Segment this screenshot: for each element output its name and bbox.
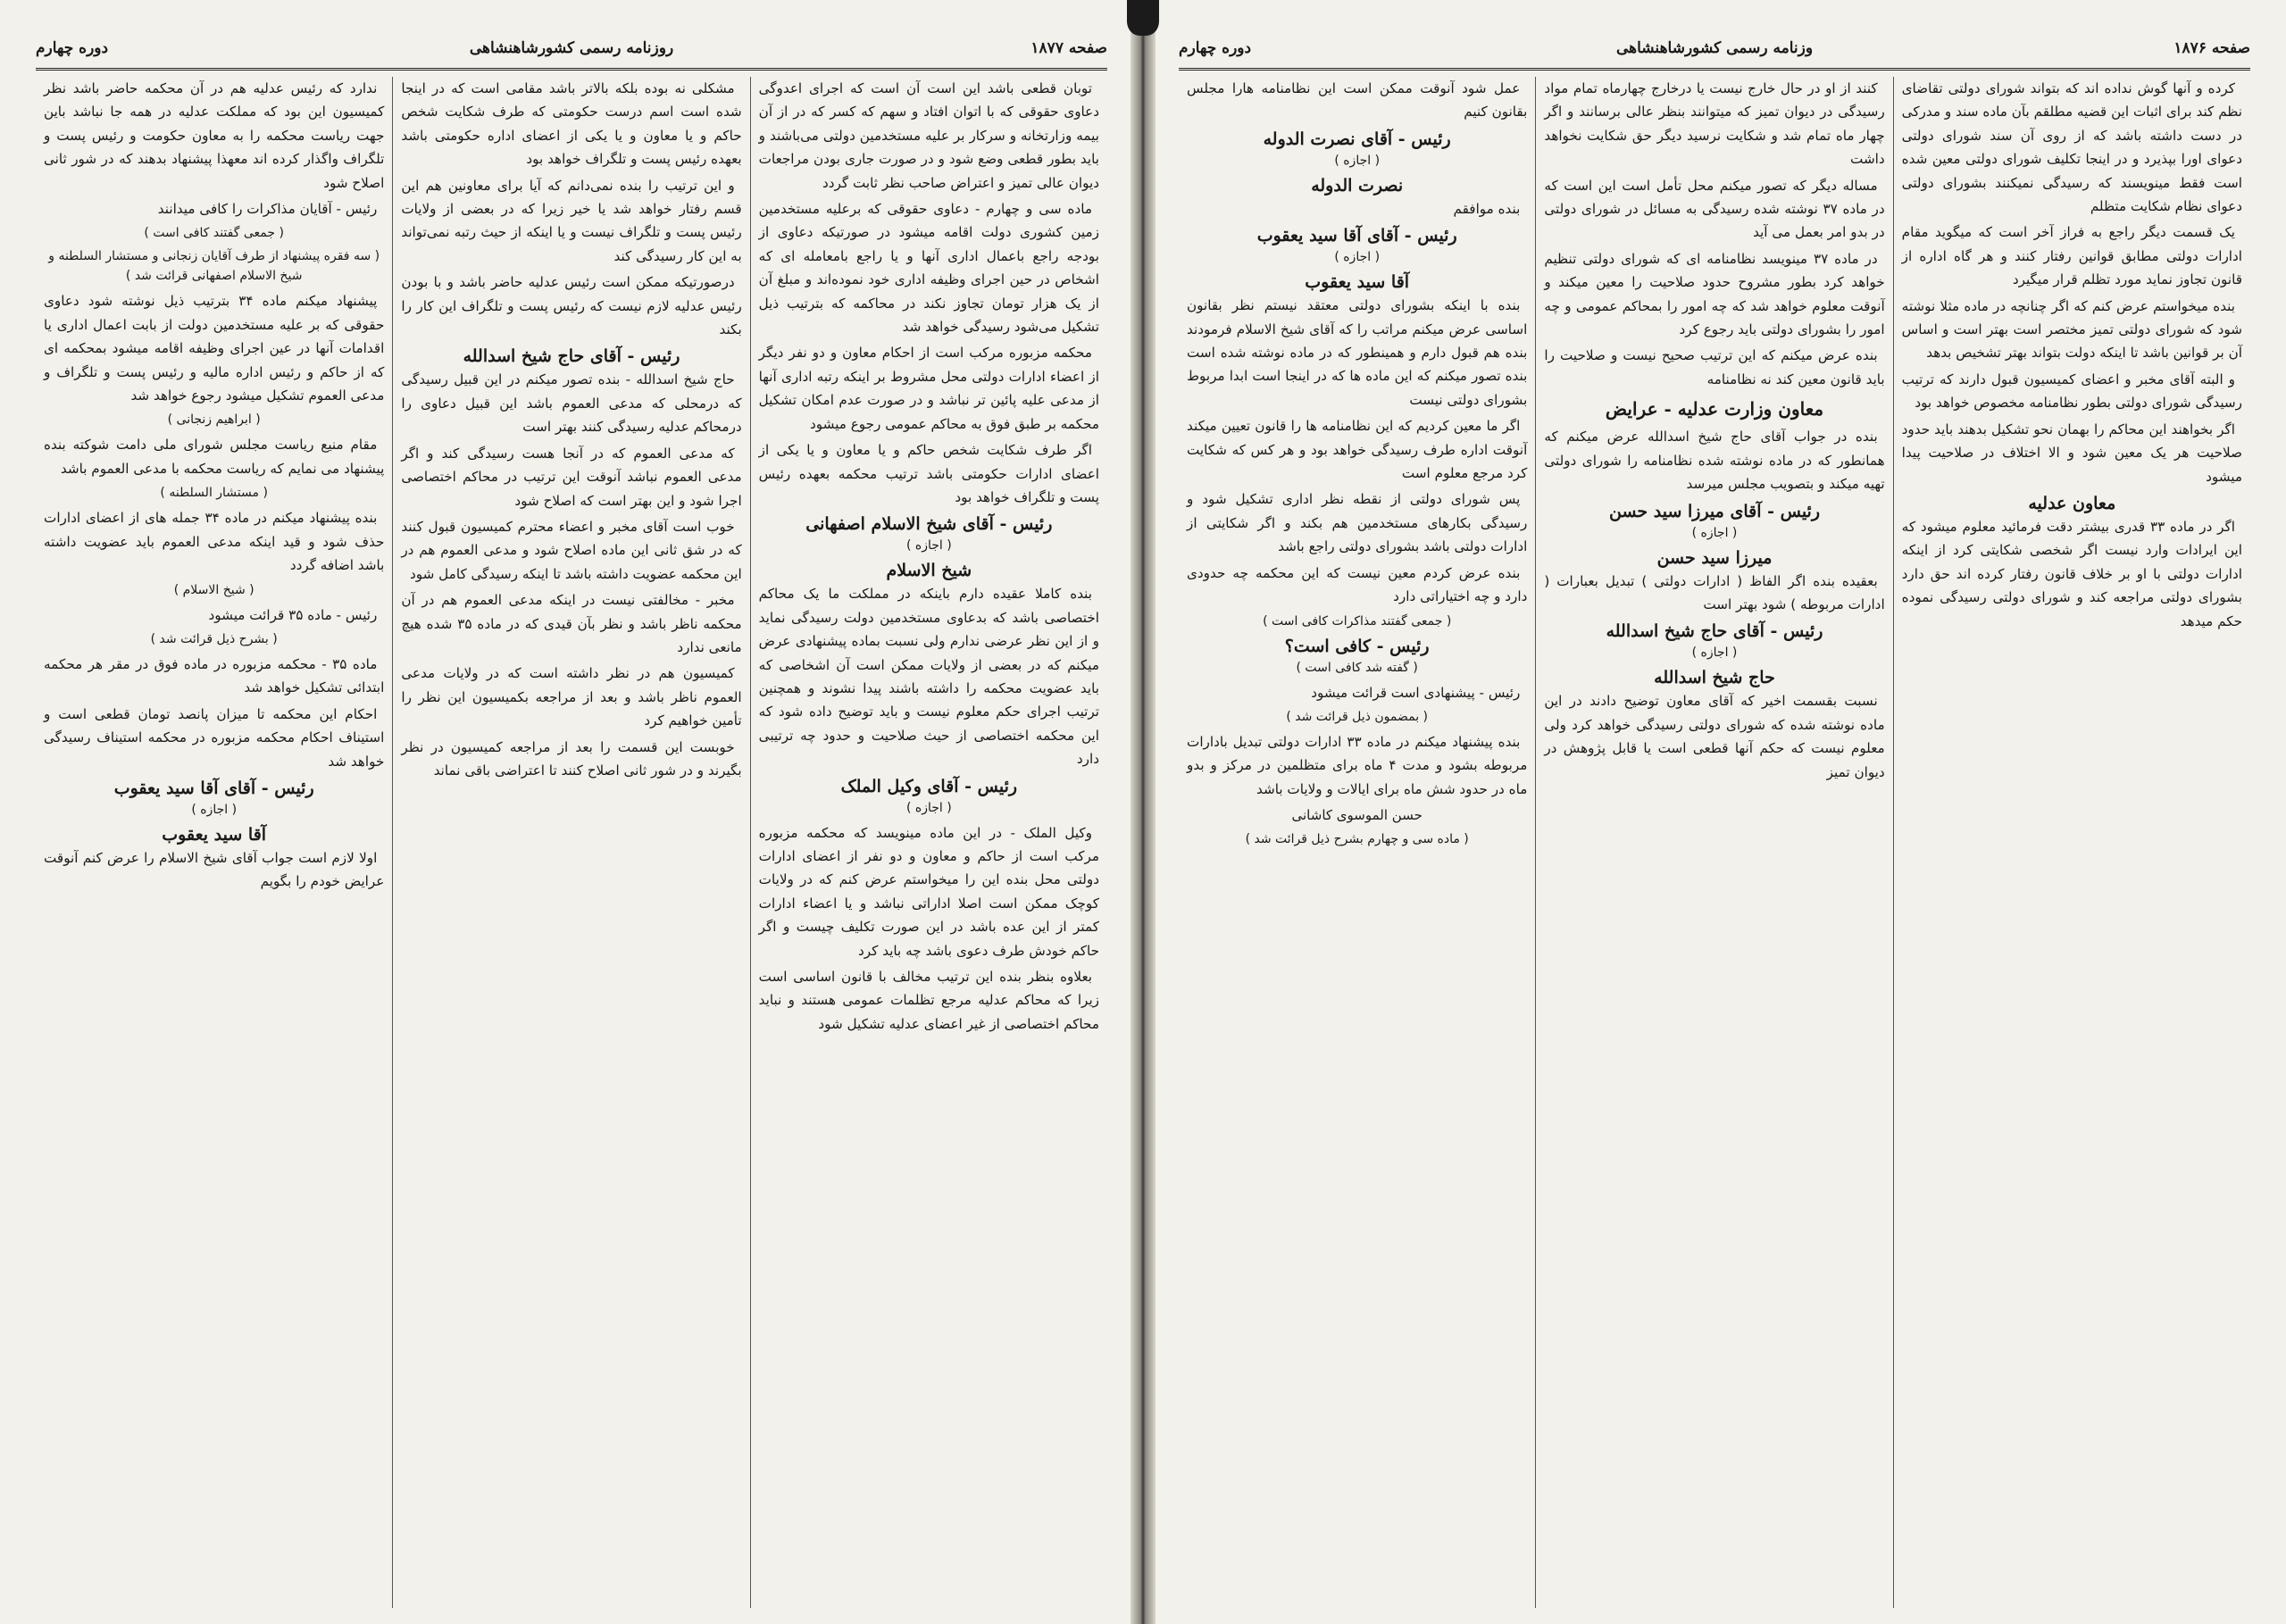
- paragraph: کمیسیون هم در نظر داشته است که در ولایات مدعی العموم ناظر باشد و بعد از مراجعه بکمیسیون این نظر را تأمین خواهیم کرد: [401, 665, 742, 729]
- paragraph: و البته آقای مخبر و اعضای کمیسیون قبول دارند که ترتیب رسیدگی شورای دولتی بطور نظامنامه مخصوص خواهد بود: [1901, 371, 2242, 412]
- speaker-heading: رئیس - آقای شیخ الاسلام اصفهانی: [805, 514, 1053, 535]
- parenthetical-note: ( بشرح ذیل قرائت شد ): [150, 631, 278, 646]
- right-page: [1143, 0, 2286, 1624]
- paragraph: رئیس - ماده ۳۵ قرائت میشود: [208, 606, 378, 623]
- speaker-heading: رئیس - آقای حاج شیخ اسدالله: [463, 346, 680, 367]
- paragraph: پیشنهاد میکنم ماده ۳۴ بترتیب ذیل نوشته شود دعاوی حقوقی که بر علیه مستخدمین دولت از بابت اعمال اداری یا اقدامات آنها در عین اجرای وظیفه اقامه میشود بمحکمه ای که از حاکم و رئیس اداره مالیه و رئیس پست و تلگراف و مدعی العموم تشکیل میشود رجوع خواهد شد: [44, 293, 385, 404]
- text-column: [1535, 77, 1892, 1608]
- left-page-columns: [36, 77, 1107, 1608]
- speaker-heading: شیخ الاسلام: [886, 561, 972, 581]
- parenthetical-note: ( مستشار السلطنه ): [160, 486, 268, 501]
- paragraph: حاج شیخ اسدالله - بنده تصور میکنم در این قبیل رسیدگی که درمحلی که مدعی العموم باشد این قبیل دعاوی را درمحاکم عدلیه رسیدگی کنند بهتر است: [401, 371, 742, 436]
- speaker-heading: رئیس - آقای آقا سید یعقوب: [1256, 226, 1457, 246]
- paragraph: خوبست این قسمت را بعد از مراجعه کمیسیون در نظر بگیرند و در شور ثانی اصلاح کنند تا اعتراضی باقی نماند: [401, 738, 742, 779]
- speaker-heading: معاون عدلیه: [2028, 493, 2116, 513]
- paragraph: در ماده ۳۷ مینویسد نظامنامه ای که شورای دولتی تنظیم خواهد کرد بطور مشروح حدود صلاحیت را معین میکند و آنوقت معلوم خواهد شد که چه امور را بمحاکم عمومی و چه امور را بشورای دولتی باید رجوع کرد: [1544, 250, 1885, 338]
- paragraph: اولا لازم است جواب آقای شیخ الاسلام را عرض کنم آنوقت عرایض خودم را بگویم: [44, 849, 385, 890]
- left-page-period: دوره چهارم: [36, 39, 109, 57]
- speaker-heading: رئیس - آقای حاج شیخ اسدالله: [1606, 621, 1823, 642]
- speaker-heading: آقا سید یعقوب: [162, 824, 267, 845]
- paragraph: محکمه مزبوره مرکب است از احکام معاون و دو نفر دیگر از اعضاء ادارات دولتی محل مشروط بر اینکه رتبه اداری آنها از مدعی علیه پائین تر نباشد و در صورت عدم امکان تشکیل محکمه بر طبق فوق به محاکم عمومی رجوع میشود: [758, 345, 1099, 432]
- parenthetical-note: ( شیخ الاسلام ): [173, 582, 254, 597]
- paragraph: رئیس - پیشنهادی است قرائت میشود: [1311, 684, 1521, 701]
- parenthetical-note: ( اجازه ): [191, 802, 238, 817]
- speaker-heading: میرزا سید حسن: [1656, 547, 1773, 568]
- paragraph: مخبر - مخالفتی نیست در اینکه مدعی العموم هم در آن محکمه ناظر باشد و نظر بآن قیدی که در ماده ۳۵ شده هیچ مانعی ندارد: [401, 592, 742, 655]
- paragraph: نسبت بقسمت اخیر که آقای معاون توضیح دادند در این ماده نوشته شده که شورای دولتی رسیدگی خواهد کرد ولی معلوم نیست که حکم آنها قطعی است یا قابل پژوهش در دیوان تمیز: [1544, 693, 1885, 780]
- parenthetical-note: ( جمعی گفتند کافی است ): [144, 226, 284, 241]
- paragraph: بنده عرض میکنم که این ترتیب صحیح نیست و صلاحیت را باید قانون معین کند نه نظامنامه: [1544, 347, 1885, 387]
- paragraph: یک قسمت دیگر راجع به فراز آخر است که میگوید مقام ادارات دولتی مطابق قوانین رفتار کنند و هر گاه اداره از قانون تجاوز نماید مورد تظلم قرار میگیرد: [1901, 224, 2242, 288]
- text-column: [1179, 77, 1535, 1608]
- paragraph: احکام این محکمه تا میزان پانصد تومان قطعی است و استیناف احکام محکمه مزبوره در محکمه استیناف رسیدگی خواهد شد: [44, 705, 385, 770]
- parenthetical-note: ( بمضمون ذیل قرائت شد ): [1286, 709, 1429, 724]
- speaker-heading: آقا سید یعقوب: [1305, 272, 1410, 293]
- parenthetical-note: ( اجازه ): [1691, 525, 1738, 540]
- paragraph: اگر طرف شکایت شخص حاکم و یا معاون و یا یکی از اعضای ادارات حکومتی باشد ترتیب محکمه بعهده رئیس پست و تلگراف خواهد بود: [758, 442, 1099, 505]
- parenthetical-note: ( ماده سی و چهارم بشرح ذیل قرائت شد ): [1245, 832, 1469, 847]
- paragraph: بنده میخواستم عرض کنم که اگر چنانچه در ماده مثلا نوشته شود که شورای دولتی تمیز مختصر است بهتر است و اساس آن بر قوانین باشد تا اینکه دولت بتواند بهتر تشخیص بدهد: [1901, 297, 2242, 362]
- paragraph: بنده پیشنهاد میکنم در ماده ۳۴ جمله های از اعضای ادارات حذف شود و قید اینکه مدعی العموم باید عضویت داشته باشد اضافه گردد: [44, 510, 385, 574]
- paragraph: بنده عرض کردم معین نیست که این محکمه چه حدودی دارد و چه اختیاراتی دارد: [1187, 564, 1528, 605]
- paragraph: بنده موافقم: [1453, 200, 1521, 217]
- paragraph: بنده با اینکه بشورای دولتی معتقد نیستم نظر بقانون اساسی عرض میکنم مراتب را که آقای شیخ الاسلام فرمودند بنده هم قبول دارم و همینطور که در ماده نوشته شده است بنده تصور میکنم که این ماده ها که در اینجا است ابدا مربوط بشورای دولتی نیست: [1187, 297, 1528, 408]
- paragraph: بعلاوه بنظر بنده این ترتیب مخالف با قانون اساسی است زیرا که محاکم عدلیه مرجع تظلمات عمومی هستند و نباید محاکم اختصاصی از غیر اعضای عدلیه تشکیل شود: [758, 969, 1099, 1032]
- paragraph: کنند از او در حال خارج نیست یا درخارج چهارماه تمام مواد رسیدگی در دیوان تمیز که میتوانند بنظر عالی برسانند و اگر چهار ماه تمام شد و شکایت نرسید دیگر حق شکایت نخواهد داشت: [1544, 80, 1885, 168]
- parenthetical-note: ( اجازه ): [905, 800, 952, 815]
- parenthetical-note: ( اجازه ): [1334, 250, 1381, 265]
- paragraph: درصورتیکه ممکن است رئیس عدلیه حاضر باشد و با بودن رئیس عدلیه لازم نیست که رئیس پست و تلگراف این کار را بکند: [401, 274, 742, 338]
- parenthetical-note: ( گفته شد کافی است ): [1296, 660, 1418, 675]
- section-heading: معاون وزارت عدلیه - عرایض: [1605, 398, 1824, 421]
- paragraph: رئیس - آقایان مذاکرات را کافی میدانند: [157, 201, 378, 218]
- speaker-heading: رئیس - کافی است؟: [1284, 636, 1430, 656]
- paragraph: بنده پیشنهاد میکنم در ماده ۳۳ ادارات دولتی تبدیل بادارات مربوطه بشود و مدت ۴ ماه برای متظلمین در مرکز و بدو ماه در حدود شش ماه برای ایالات و ولایات باشد: [1187, 733, 1528, 797]
- paragraph: وکیل الملک - در این ماده مینویسد که محکمه مزبوره مرکب است از حاکم و معاون و دو نفر از اعضای ادارات دولتی محل بنده این را میخواستم عرض کنم که در ولایات کوچک ممکن است اصلا اداراتی نباشد و یا اعضاء ادارات کمتر از این عده باشد در این صورت تکلیف چیست و اگر حاکم خودش طرف دعوی باشد چه باید کرد: [758, 824, 1099, 959]
- paragraph: توبان قطعی باشد این است آن است که اجرای اعدوگی دعاوی حقوقی که با اتوان افتاد و سهم که کسر که در از آن بیمه وزارتخانه و سرکار بر علیه مستخدمین دولتی می‌باشند و باید بطور قطعی وضع شود و در صورت جاری بودن مراجعات دیوان عالی تمیز و اعتراض صاحب نظر ثابت گردد: [758, 80, 1099, 191]
- paragraph: بنده کاملا عقیده دارم باینکه در مملکت ما یک محاکم اختصاصی باشد که بدعاوی مستخدمین دولت رسیدگی نماید و از این نظر عرضی ندارم ولی نسبت بماده پیشنهادی عرض میکنم که در بعضی از ولایات ممکن است آن اشخاصی که باید عضویت محکمه را داشته باشند پیدا نشوند و همچنین ترتیب اجرای حکم معلوم نیست و باید توضیح داده شود که این محکمه اختصاصی از حیث صلاحیت و حدود چه ترتیبی دارد: [758, 586, 1099, 768]
- text-column: [392, 77, 749, 1608]
- parenthetical-note: ( اجازه ): [1691, 645, 1738, 661]
- speaker-heading: حاج شیخ اسدالله: [1654, 668, 1775, 688]
- paragraph: مشکلی نه بوده بلکه بالاتر باشد مقامی است که در اینجا شده است اسم درست حکومتی که طرف شکایت شخص حاکم و یا معاون و یا یکی از اعضای اداره حکومتی باشد بعهده رئیس پست و تلگراف خواهد بود: [401, 80, 742, 168]
- speaker-heading: رئیس - آقای وکیل الملک: [840, 776, 1018, 796]
- right-page-header: [1179, 32, 2250, 71]
- right-page-columns: [1179, 77, 2250, 1608]
- ink-blot: [1127, 0, 1159, 36]
- paragraph: مقام منیع ریاست مجلس شورای ملی دامت شوکته بنده پیشنهاد می نمایم که ریاست محکمه با مدعی العموم باشد: [44, 437, 385, 477]
- right-page-title: وزنامه رسمی کشورشاهنشاهی: [1615, 39, 1814, 57]
- left-page-number: صفحه ۱۸۷۷: [1030, 39, 1107, 57]
- paragraph: بعقیده بنده اگر الفاظ ( ادارات دولتی ) تبدیل بعبارات ( ادارات مربوطه ) شود بهتر است: [1544, 572, 1885, 612]
- paragraph: ندارد که رئیس عدلیه هم در آن محکمه حاضر باشد نظر کمیسیون این بود که مملکت عدلیه در همه جا نباشد باین جهت ریاست محکمه را به معاون حکومت و رئیس پست و تلگراف واگذار کرده اند معهذا پیشنهاد بدهند که در شور ثانی اصلاح شود: [44, 80, 385, 191]
- paragraph: خوب است آقای مخبر و اعضاء محترم کمیسیون قبول کنند که در شق ثانی این ماده اصلاح شود و مدعی العموم هم در این محکمه عضویت داشته باشد تا اینکه رسیدگی کامل شود: [401, 518, 742, 582]
- paragraph: بنده در جواب آقای حاج شیخ اسدالله عرض میکنم که همانطور که در ماده نوشته شده نظامنامه را شورای دولتی تهیه میکند و بتصویب مجلس میرسد: [1544, 429, 1885, 493]
- paragraph: اگر در ماده ۳۳ قدری بیشتر دقت فرمائید معلوم میشود که این ایرادات وارد نیست اگر شخصی شکایتی کرد از اینکه ادارات دولتی با او بر خلاف قانون رفتار کرده اند حق دارد بشورای دولتی مراجعه کند و شورای دولتی رسیدگی نموده حکم میدهد: [1901, 518, 2242, 629]
- parenthetical-note: ( ابراهیم زنجانی ): [167, 412, 261, 428]
- paragraph: و این ترتیب را بنده نمی‌دانم که آیا برای معاونین هم این قسم رفتار خواهد شد یا خیر زیرا که در بعضی از ولایات رئیس پست و تلگراف نیست و یا اینکه از حیث رتبه نمی‌تواند به این کار رسیدگی کند: [401, 177, 742, 264]
- paragraph: ماده ۳۵ - محکمه مزبوره در ماده فوق در مقر هر محکمه ابتدائی تشکیل خواهد شد: [44, 655, 385, 696]
- paragraph: ماده سی و چهارم - دعاوی حقوقی که برعلیه مستخدمین زمین کشوری دولت اقامه میشود در صورتیکه دعاوی از بودجه راجع باعمال اداری آنها و یا راجع بامعامله ای که اشخاص در حین اجرای وظیفه اداری خود نموده‌اند و مبلغ آن از یک هزار تومان تجاوز نکند در محاکمه که بترتیب ذیل تشکیل می‌شود رسیدگی خواهد شد: [758, 201, 1099, 336]
- speaker-heading: نصرت الدوله: [1311, 175, 1404, 196]
- text-column: [750, 77, 1107, 1608]
- speaker-heading: رئیس - آقای نصرت الدوله: [1263, 129, 1451, 149]
- text-column: [1893, 77, 2250, 1608]
- page-gutter: [1130, 0, 1156, 1624]
- left-page-header: [36, 32, 1107, 71]
- paragraph: اگر ما معین کردیم که این نظامنامه ها را قانون تعیین میکند آنوقت اداره طرف رسیدگی خواهد بود و هر کس که شکایت کرد مرجع معلوم است: [1187, 418, 1528, 482]
- paragraph: پس شورای دولتی از نقطه نظر اداری تشکیل شود و رسیدگی بکارهای مستخدمین هم بکند و اگر شکایتی از ادارات دولتی باشد بشورای دولتی راجع باشد: [1187, 491, 1528, 555]
- parenthetical-note: ( جمعی گفتند مذاکرات کافی است ): [1263, 613, 1452, 629]
- left-page-title: روزنامه رسمی کشورشاهنشاهی: [469, 39, 674, 57]
- paragraph: کرده و آنها گوش نداده اند که بتواند شورای دولتی تقاضای نظم کند برای اثبات این قضیه مطلقم بآن ماده سند و مدرکی در دست داشته باشد که از روی آن سند شورای دولتی دعوای اورا بپذیرد و در اینجا تکلیف شورای دولتی معین شده است فقط مینویسند که رسیدگی نمیکنند بشورای دولتی دعوای نظام شکایت متظلم: [1901, 80, 2242, 215]
- right-page-period: دوره چهارم: [1179, 39, 1252, 57]
- paragraph: اگر بخواهند این محاکم را بهمان نحو تشکیل بدهند باید حدود صلاحیت هر یک معین شود و الا اختلاف در صلاحیت پیدا میشود: [1901, 421, 2242, 485]
- right-page-number: صفحه ۱۸۷۶: [2173, 39, 2250, 57]
- paragraph: عمل شود آنوقت ممکن است این نظامنامه هارا مجلس بقانون کنیم: [1187, 80, 1528, 121]
- parenthetical-note: ( اجازه ): [1334, 153, 1381, 168]
- parenthetical-note: ( اجازه ): [905, 538, 952, 554]
- paragraph: که مدعی العموم که در آنجا هست رسیدگی کند و اگر مدعی العموم نباشد آنوقت این ترتیب در محاکم اختصاصی اجرا شود و این بهتر است که اصلاح شود: [401, 445, 742, 509]
- parenthetical-note: ( سه فقره پیشنهاد از طرف آقایان زنجانی و مستشار السلطنه و شیخ الاسلام اصفهانی قرائت شد ): [48, 249, 380, 284]
- speaker-heading: رئیس - آقای میرزا سید حسن: [1608, 501, 1821, 521]
- signature-name: حسن الموسوی کاشانی: [1291, 807, 1422, 824]
- paragraph: مساله دیگر که تصور میکنم محل تأمل است این است که در ماده ۳۷ نوشته شده رسیدگی به مسائل در شورای دولتی در بدو امر بعمل می آید: [1544, 177, 1885, 241]
- speaker-heading: رئیس - آقای آقا سید یعقوب: [113, 778, 314, 798]
- text-column: [36, 77, 392, 1608]
